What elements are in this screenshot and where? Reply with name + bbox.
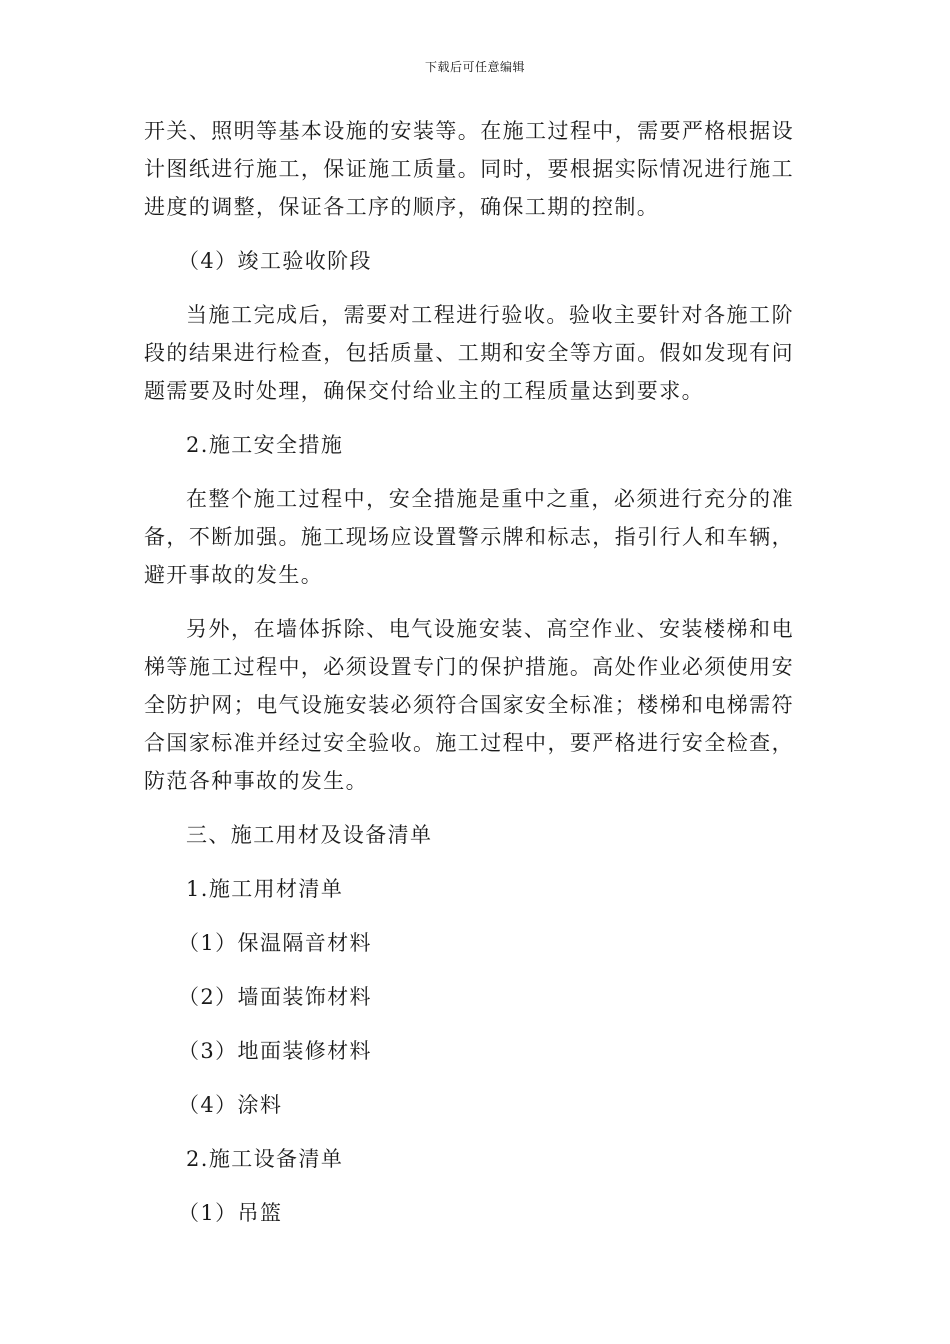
list-item-paint: （4）涂料 [178,1093,283,1117]
document-body [144,112,794,1248]
paragraph-installation-continuation: 开关、照明等基本设施的安装等。在施工过程中，需要严格根据设计图纸进行施工，保证施工质量。同时，要根据实际情况进行施工进度的调整，保证各工序的顺序，确保工期的控制。 [144,119,794,219]
heading-equipment-list: 2.施工设备清单 [186,1147,344,1171]
list-item-gondola: （1）吊篮 [178,1201,283,1225]
page-header: 下载后可任意编辑 [424,60,525,74]
paragraph-safety-overview: 在整个施工过程中，安全措施是重中之重，必须进行充分的准备，不断加强。施工现场应设置警示牌和标志，指引行人和车辆，避开事故的发生。 [144,487,794,587]
heading-safety-measures: 2.施工安全措施 [186,433,344,457]
list-item-wall-decoration: （2）墙面装饰材料 [178,985,372,1009]
heading-materials-equipment: 三、施工用材及设备清单 [186,823,433,847]
paragraph-safety-details: 另外，在墙体拆除、电气设施安装、高空作业、安装楼梯和电梯等施工过程中，必须设置专门的保护措施。高处作业必须使用安全防护网；电气设施安装必须符合国家安全标准；楼梯和电梯需符合国家标准并经过安全验收。施工过程中，要严格进行安全检查，防范各种事故的发生。 [144,617,794,793]
heading-materials-list: 1.施工用材清单 [186,877,344,901]
list-item-insulation: （1）保温隔音材料 [178,931,372,955]
list-item-floor-material: （3）地面装修材料 [178,1039,372,1063]
heading-completion-acceptance: （4）竣工验收阶段 [178,249,372,273]
paragraph-acceptance: 当施工完成后，需要对工程进行验收。验收主要针对各施工阶段的结果进行检查，包括质量、工期和安全等方面。假如发现有问题需要及时处理，确保交付给业主的工程质量达到要求。 [144,303,794,403]
